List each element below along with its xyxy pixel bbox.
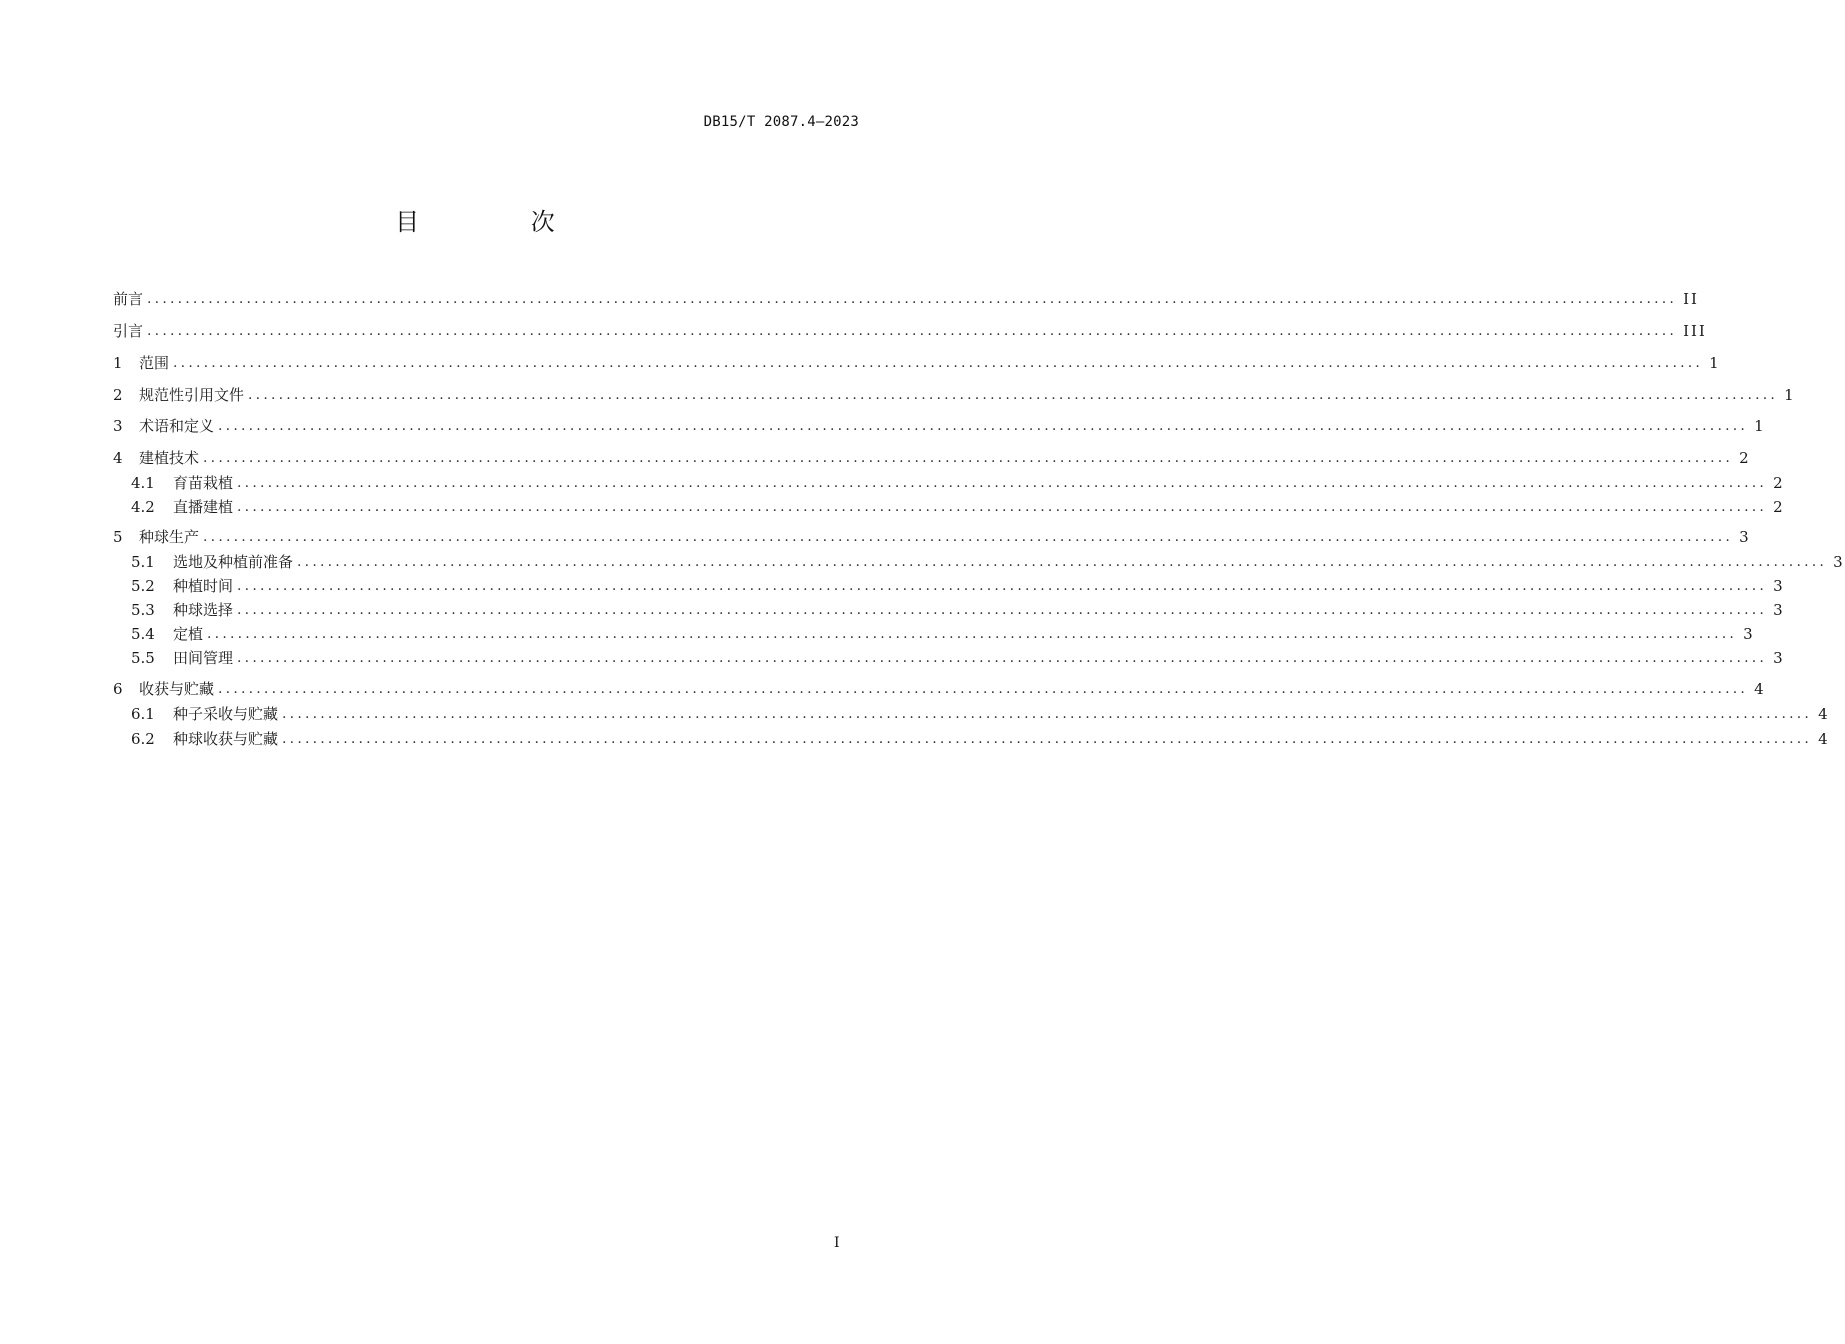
toc-entry[interactable] (113, 352, 1721, 374)
toc-entry-page: 2 (1773, 474, 1785, 492)
toc-entry-page: 3 (1743, 625, 1755, 643)
toc-entry-page: 1 (1784, 386, 1796, 404)
toc-leader-dots: ........................................................................................................................................................................................................ (173, 355, 1704, 371)
document-code: DB15/T 2087.4—2023 (703, 114, 859, 130)
toc-entry-title: 规范性引用文件 (139, 386, 245, 404)
toc-entry-page: 2 (1739, 449, 1751, 467)
toc-entry-title: 种子采收与贮藏 (173, 705, 279, 723)
toc-entry-page: 3 (1773, 649, 1785, 667)
toc-leader-dots: ........................................................................................................................................................................................................ (237, 650, 1768, 666)
toc-entry-page: 1 (1709, 354, 1721, 372)
toc-entry-title: 选地及种植前准备 (173, 553, 294, 571)
toc-entry-number: 5.4 (131, 625, 155, 643)
toc-leader-dots: ........................................................................................................................................................................................................ (297, 554, 1828, 570)
toc-entry[interactable] (113, 599, 1785, 621)
toc-entry[interactable] (113, 496, 1785, 518)
toc-entry-number: 6.2 (131, 730, 155, 748)
toc-entry-page: 3 (1739, 528, 1751, 546)
toc-leader-dots: ........................................................................................................................................................................................................ (203, 450, 1734, 466)
toc-entry-title: 直播建植 (173, 498, 234, 516)
toc-entry-page: II (1683, 290, 1699, 308)
toc-entry[interactable] (113, 447, 1751, 469)
toc-entry-number: 6 (113, 680, 123, 698)
toc-leader-dots: ........................................................................................................................................................................................................ (282, 731, 1813, 747)
toc-entry-title: 范围 (139, 354, 170, 372)
toc-entry-title: 收获与贮藏 (139, 680, 215, 698)
toc-entry-number: 3 (113, 417, 123, 435)
toc-entry-title: 术语和定义 (139, 417, 215, 435)
toc-entry[interactable] (113, 551, 1845, 573)
toc-entry-title: 田间管理 (173, 649, 234, 667)
toc-entry-title: 种球生产 (139, 528, 200, 546)
toc-leader-dots: ........................................................................................................................................................................................................ (237, 602, 1768, 618)
toc-leader-dots: ........................................................................................................................................................................................................ (237, 475, 1768, 491)
toc-leader-dots: ........................................................................................................................................................................................................ (282, 706, 1813, 722)
toc-entry-page: 3 (1773, 577, 1785, 595)
toc-entry[interactable] (113, 472, 1785, 494)
toc-entry-number: 5 (113, 528, 123, 546)
toc-entry-title: 建植技术 (139, 449, 200, 467)
toc-entry-title: 引言 (113, 322, 144, 340)
toc-entry-number: 5.5 (131, 649, 155, 667)
page-number: I (834, 1235, 840, 1251)
toc-title: 目 次 (395, 208, 607, 236)
toc-entry-page: 3 (1773, 601, 1785, 619)
toc-entry-page: 3 (1833, 553, 1845, 571)
toc-entry-number: 4 (113, 449, 123, 467)
toc-leader-dots: ........................................................................................................................................................................................................ (207, 626, 1738, 642)
toc-entry-title: 定植 (173, 625, 204, 643)
toc-leader-dots: ........................................................................................................................................................................................................ (147, 291, 1678, 307)
toc-entry-page: 4 (1818, 705, 1830, 723)
toc-leader-dots: ........................................................................................................................................................................................................ (218, 681, 1749, 697)
toc-entry-number: 6.1 (131, 705, 155, 723)
toc-entry-number: 4.2 (131, 498, 155, 516)
toc-entry[interactable] (113, 678, 1766, 700)
toc-leader-dots: ........................................................................................................................................................................................................ (203, 529, 1734, 545)
toc-entry-number: 2 (113, 386, 123, 404)
toc-entry-page: 1 (1754, 417, 1766, 435)
toc-entry[interactable] (113, 320, 1707, 342)
toc-entry[interactable] (113, 647, 1785, 669)
toc-entry-title: 种球收获与贮藏 (173, 730, 279, 748)
toc-entry-page: 4 (1754, 680, 1766, 698)
toc-entry[interactable] (113, 623, 1755, 645)
toc-entry[interactable] (113, 288, 1699, 310)
toc-entry-page: 2 (1773, 498, 1785, 516)
toc-entry[interactable] (113, 575, 1785, 597)
toc-entry[interactable] (113, 384, 1796, 406)
toc-entry[interactable] (113, 728, 1830, 750)
toc-entry[interactable] (113, 526, 1751, 548)
toc-leader-dots: ........................................................................................................................................................................................................ (237, 499, 1768, 515)
toc-entry-number: 4.1 (131, 474, 155, 492)
toc-entry-title: 前言 (113, 290, 144, 308)
toc-entry-page: III (1683, 322, 1707, 340)
toc-entry-page: 4 (1818, 730, 1830, 748)
toc-entry-title: 种球选择 (173, 601, 234, 619)
toc-leader-dots: ........................................................................................................................................................................................................ (248, 387, 1779, 403)
toc-entry-number: 5.2 (131, 577, 155, 595)
toc-entry[interactable] (113, 703, 1830, 725)
toc-entry[interactable] (113, 415, 1766, 437)
toc-entry-number: 5.3 (131, 601, 155, 619)
toc-leader-dots: ........................................................................................................................................................................................................ (147, 323, 1678, 339)
toc-entry-number: 5.1 (131, 553, 155, 571)
toc-leader-dots: ........................................................................................................................................................................................................ (237, 578, 1768, 594)
toc-entry-title: 种植时间 (173, 577, 234, 595)
toc-leader-dots: ........................................................................................................................................................................................................ (218, 418, 1749, 434)
toc-entry-title: 育苗栽植 (173, 474, 234, 492)
toc-entry-number: 1 (113, 354, 123, 372)
